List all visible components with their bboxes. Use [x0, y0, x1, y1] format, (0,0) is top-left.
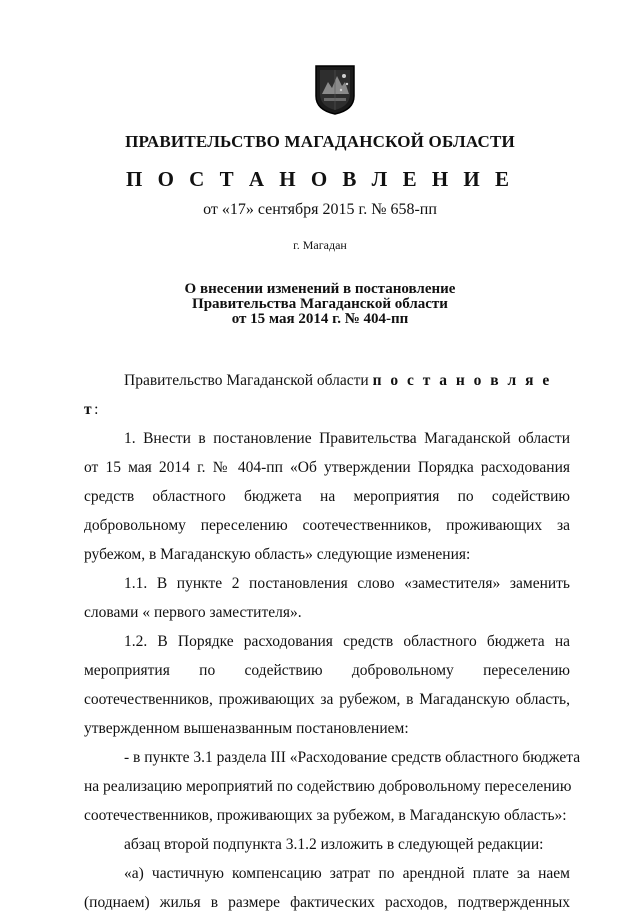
paragraph-line: соотечественников, проживающих за рубежом, в Магаданскую область»: — [84, 807, 567, 824]
subject-line: О внесении изменений в постановление — [184, 281, 456, 297]
paragraph-line: 1.1. В пункте 2 постановления слово «заместителя» заменить — [124, 575, 570, 592]
intro-text: Правительство Магаданской области — [124, 372, 369, 389]
decree-verb: п о с т а н о в л я е т — [84, 372, 552, 418]
paragraph-line: - в пункте 3.1 раздела III «Расходование средств областного бюджета — [124, 749, 581, 766]
paragraph-line: добровольному переселению соотечественников, проживающих за — [84, 517, 570, 534]
document-date-number: от «17» сентября 2015 г. № 658-пп — [203, 201, 437, 218]
document-type: П О С Т А Н О В Л Е Н И Е — [125, 167, 514, 191]
subject-line: от 15 мая 2014 г. № 404-пп — [231, 311, 409, 327]
paragraph-line: мероприятия по содействию добровольному переселению — [84, 662, 570, 679]
intro-colon: : — [94, 401, 99, 418]
paragraph-line: «а) частичную компенсацию затрат по арендной плате за наем — [124, 865, 570, 882]
document-body — [84, 366, 581, 917]
coat-of-arms-emblem — [314, 64, 356, 116]
paragraph-line: словами « первого заместителя». — [84, 604, 302, 621]
paragraph-line: средств областного бюджета на мероприятия по содействию — [84, 488, 570, 505]
intro-paragraph — [84, 366, 570, 424]
paragraph-line: рубежом, в Магаданскую область» следующие изменения: — [84, 546, 471, 563]
paragraph-line: утвержденном вышеназванным постановлением: — [84, 720, 409, 737]
paragraph-line: (поднаем) жилья в размере фактических расходов, подтвержденных — [84, 894, 570, 911]
document-subject — [0, 282, 640, 327]
paragraph-line: от 15 мая 2014 г. № 404-пп «Об утверждении Порядка расходования — [84, 459, 570, 476]
paragraph-line: 1.2. В Порядке расходования средств областного бюджета на — [124, 633, 570, 650]
organization-title: ПРАВИТЕЛЬСТВО МАГАДАНСКОЙ ОБЛАСТИ — [125, 132, 515, 151]
paragraph-line: 1. Внести в постановление Правительства Магаданской области — [124, 430, 570, 447]
document-city: г. Магадан — [293, 238, 347, 252]
paragraph-line: на реализацию мероприятий по содействию добровольному переселению — [84, 778, 572, 795]
paragraph-line: соотечественников, проживающих за рубежом, в Магаданскую область, — [84, 691, 570, 708]
paragraph-line: абзац второй подпункта 3.1.2 изложить в следующей редакции: — [124, 836, 544, 853]
subject-line: Правительства Магаданской области — [192, 296, 448, 312]
